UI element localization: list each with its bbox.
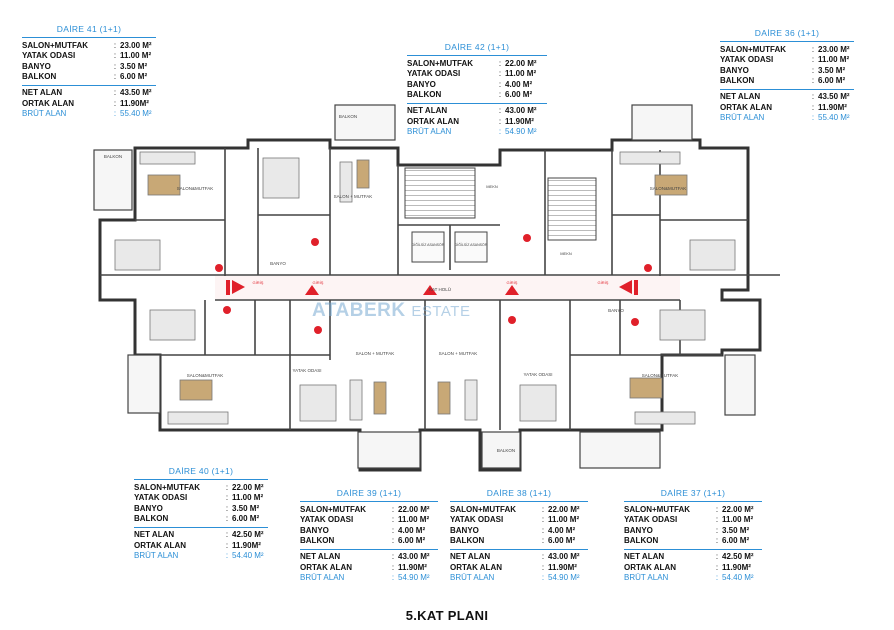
unit-area-row (134, 493, 268, 504)
area-separator: : (225, 529, 229, 539)
unit-area-row (624, 526, 762, 537)
unit-area-row (407, 80, 547, 91)
unit-table-39 (300, 488, 438, 584)
area-label: BALKON (407, 90, 442, 100)
area-separator: : (811, 76, 815, 86)
watermark-sub: ESTATE (411, 303, 471, 320)
area-separator: : (391, 573, 395, 583)
area-separator: : (811, 113, 815, 123)
area-value: 6.00 M² (722, 536, 750, 546)
page-title: 5.KAT PLANI (405, 608, 489, 623)
divider (300, 549, 438, 550)
area-separator: : (498, 90, 502, 100)
unit-title: DAİRE 38 (1+1) (450, 488, 588, 502)
area-separator: : (225, 540, 229, 550)
unit-area-row (22, 88, 156, 99)
area-label: ORTAK ALAN (134, 540, 186, 550)
area-separator: : (715, 536, 719, 546)
area-label: SALON+MUTFAK (720, 44, 786, 54)
area-separator: : (715, 515, 719, 525)
area-value: 23.00 M² (818, 44, 850, 54)
area-label: NET ALAN (624, 551, 665, 561)
unit-area-row (22, 62, 156, 73)
unit-table-41 (22, 24, 156, 120)
area-label: YATAK ODASI (22, 51, 76, 61)
area-label: YATAK ODASI (624, 515, 678, 525)
area-value: 3.50 M² (722, 525, 750, 535)
entry-label: GİRİŞ (312, 280, 324, 285)
area-label: BRÜT ALAN (22, 109, 67, 119)
area-value: 22.00 M² (398, 504, 430, 514)
area-separator: : (113, 61, 117, 71)
area-separator: : (391, 536, 395, 546)
area-label: BALKON (134, 514, 169, 524)
area-label: NET ALAN (407, 105, 448, 115)
area-value: 6.00 M² (120, 72, 148, 82)
unit-area-row (300, 505, 438, 516)
area-value: 11.00 M² (120, 51, 152, 61)
area-value: 11.90M² (722, 562, 751, 572)
area-value: 22.00 M² (505, 58, 537, 68)
room-label: YATAK ODASI (292, 368, 322, 373)
unit-area-row (22, 72, 156, 83)
room-label: SALON&MUTFAK (186, 373, 224, 378)
unit-area-row (450, 505, 588, 516)
unit-area-row (624, 505, 762, 516)
area-separator: : (541, 504, 545, 514)
unit-area-row (22, 41, 156, 52)
unit-area-row (624, 563, 762, 574)
unit-title: DAİRE 42 (1+1) (407, 42, 547, 56)
area-value: 11.00 M² (232, 493, 264, 503)
room-label: SALON&MUTFAK (176, 186, 214, 191)
unit-area-row (450, 536, 588, 547)
unit-area-row (624, 573, 762, 584)
area-separator: : (498, 69, 502, 79)
area-separator: : (225, 493, 229, 503)
area-label: YATAK ODASI (300, 515, 354, 525)
area-value: 11.90M² (548, 562, 577, 572)
unit-area-row (624, 515, 762, 526)
area-separator: : (498, 116, 502, 126)
unit-area-row (450, 573, 588, 584)
area-value: 4.00 M² (398, 525, 426, 535)
room-label: BALKON (338, 114, 358, 119)
area-value: 11.90M² (398, 562, 427, 572)
area-value: 43.00 M² (398, 551, 430, 561)
area-label: SALON+MUTFAK (450, 504, 516, 514)
area-label: BALKON (720, 76, 755, 86)
unit-area-row (407, 127, 547, 138)
divider (720, 89, 854, 90)
area-value: 11.90M² (818, 102, 847, 112)
area-separator: : (498, 58, 502, 68)
area-separator: : (811, 55, 815, 65)
room-label: MEKN (486, 184, 498, 189)
area-separator: : (541, 551, 545, 561)
area-value: 55.40 M² (120, 109, 152, 119)
area-separator: : (715, 573, 719, 583)
area-separator: : (225, 503, 229, 513)
room-label: MEKN (560, 251, 572, 256)
area-label: BALKON (450, 536, 485, 546)
area-label: BANYO (22, 61, 51, 71)
area-value: 43.00 M² (505, 105, 537, 115)
unit-area-row (450, 515, 588, 526)
area-label: ORTAK ALAN (407, 116, 459, 126)
unit-title: DAİRE 36 (1+1) (720, 28, 854, 42)
unit-table-36 (720, 28, 854, 124)
area-label: NET ALAN (22, 87, 63, 97)
unit-area-row (450, 526, 588, 537)
area-value: 6.00 M² (818, 76, 846, 86)
unit-area-row (300, 573, 438, 584)
area-label: BANYO (720, 65, 749, 75)
unit-area-row (720, 66, 854, 77)
area-label: NET ALAN (134, 529, 175, 539)
area-label: ORTAK ALAN (22, 98, 74, 108)
area-value: 22.00 M² (722, 504, 754, 514)
divider (624, 549, 762, 550)
area-value: 6.00 M² (398, 536, 426, 546)
area-value: 55.40 M² (818, 113, 850, 123)
area-label: BRÜT ALAN (720, 113, 765, 123)
area-value: 11.90M² (232, 540, 261, 550)
unit-area-row (134, 551, 268, 562)
room-label: YATAK ODASI (523, 372, 553, 377)
area-label: SALON+MUTFAK (134, 482, 200, 492)
entry-label: GİRİŞ (506, 280, 518, 285)
unit-area-row (300, 552, 438, 563)
area-label: BANYO (300, 525, 329, 535)
unit-area-row (720, 76, 854, 87)
watermark-logo (312, 300, 470, 322)
unit-area-row (450, 552, 588, 563)
unit-title: DAİRE 37 (1+1) (624, 488, 762, 502)
area-value: 11.90M² (505, 116, 534, 126)
area-separator: : (391, 551, 395, 561)
area-separator: : (541, 562, 545, 572)
area-value: 43.50 M² (120, 87, 152, 97)
unit-table-38 (450, 488, 588, 584)
unit-area-row (720, 55, 854, 66)
area-value: 54.90 M² (398, 573, 430, 583)
unit-area-row (22, 51, 156, 62)
area-value: 42.50 M² (722, 551, 754, 561)
elevator-label: DİĞİLSİZ ASANSÖR (454, 243, 488, 247)
unit-title: DAİRE 40 (1+1) (134, 466, 268, 480)
unit-title: DAİRE 41 (1+1) (22, 24, 156, 38)
area-label: YATAK ODASI (720, 55, 774, 65)
area-value: 54.40 M² (722, 573, 754, 583)
area-separator: : (113, 98, 117, 108)
area-value: 11.00 M² (818, 55, 850, 65)
area-label: BALKON (22, 72, 57, 82)
unit-area-row (407, 106, 547, 117)
unit-title: DAİRE 39 (1+1) (300, 488, 438, 502)
unit-area-row (407, 69, 547, 80)
area-label: SALON+MUTFAK (407, 58, 473, 68)
room-label: SALON + MUTFAK (438, 351, 478, 356)
unit-table-40 (134, 466, 268, 562)
area-separator: : (391, 562, 395, 572)
unit-area-row (300, 515, 438, 526)
area-label: ORTAK ALAN (624, 562, 676, 572)
area-separator: : (715, 551, 719, 561)
area-separator: : (113, 109, 117, 119)
area-separator: : (811, 91, 815, 101)
area-value: 11.00 M² (722, 515, 754, 525)
unit-area-row (134, 514, 268, 525)
room-label: SALON&MUTFAK (649, 186, 687, 191)
area-separator: : (391, 525, 395, 535)
unit-table-37 (624, 488, 762, 584)
entry-label: GİRİŞ (597, 280, 609, 285)
area-label: BANYO (624, 525, 653, 535)
unit-area-row (720, 103, 854, 114)
area-label: BALKON (300, 536, 335, 546)
area-value: 22.00 M² (232, 482, 264, 492)
area-value: 54.40 M² (232, 551, 264, 561)
unit-area-row (407, 90, 547, 101)
area-label: BALKON (624, 536, 659, 546)
unit-area-row (134, 504, 268, 515)
area-separator: : (391, 504, 395, 514)
divider (22, 85, 156, 86)
area-separator: : (225, 551, 229, 561)
area-label: NET ALAN (720, 91, 761, 101)
area-separator: : (391, 515, 395, 525)
area-separator: : (541, 525, 545, 535)
room-label: SALON + MUTFAK (355, 351, 395, 356)
area-value: 6.00 M² (505, 90, 533, 100)
area-value: 6.00 M² (232, 514, 260, 524)
area-value: 23.00 M² (120, 40, 152, 50)
area-separator: : (113, 51, 117, 61)
unit-table-42 (407, 42, 547, 138)
area-label: SALON+MUTFAK (300, 504, 366, 514)
area-separator: : (225, 482, 229, 492)
area-label: BANYO (407, 79, 436, 89)
area-value: 11.00 M² (398, 515, 430, 525)
divider (450, 549, 588, 550)
area-label: BRÜT ALAN (134, 551, 179, 561)
area-separator: : (498, 79, 502, 89)
room-label: SALON + MUTFAK (333, 194, 373, 199)
room-label: SALON&MUTFAK (641, 373, 679, 378)
room-label: BALKON (103, 154, 123, 159)
area-value: 11.00 M² (505, 69, 537, 79)
corridor-label: KAT HOLÜ (428, 287, 452, 292)
area-value: 22.00 M² (548, 504, 580, 514)
area-label: BRÜT ALAN (450, 573, 495, 583)
area-label: YATAK ODASI (407, 69, 461, 79)
area-label: BANYO (134, 503, 163, 513)
unit-area-row (407, 117, 547, 128)
elevator-label: DİĞİLSİZ ASANSÖR (411, 243, 445, 247)
area-separator: : (225, 514, 229, 524)
watermark-main: ATABERK (312, 300, 406, 321)
area-separator: : (541, 515, 545, 525)
area-label: ORTAK ALAN (720, 102, 772, 112)
area-separator: : (715, 562, 719, 572)
unit-area-row (720, 45, 854, 56)
unit-area-row (720, 92, 854, 103)
unit-area-row (22, 99, 156, 110)
area-value: 3.50 M² (232, 503, 260, 513)
area-label: ORTAK ALAN (300, 562, 352, 572)
area-value: 3.50 M² (818, 65, 846, 75)
area-label: YATAK ODASI (134, 493, 188, 503)
area-value: 6.00 M² (548, 536, 576, 546)
area-value: 11.90M² (120, 98, 149, 108)
area-separator: : (541, 536, 545, 546)
area-separator: : (498, 127, 502, 137)
unit-area-row (134, 530, 268, 541)
area-label: ORTAK ALAN (450, 562, 502, 572)
entry-label: GİRİŞ (252, 280, 264, 285)
area-separator: : (113, 87, 117, 97)
area-label: NET ALAN (300, 551, 341, 561)
area-value: 11.00 M² (548, 515, 580, 525)
area-separator: : (113, 40, 117, 50)
area-value: 42.50 M² (232, 529, 264, 539)
area-label: SALON+MUTFAK (22, 40, 88, 50)
area-separator: : (541, 573, 545, 583)
unit-area-row (407, 59, 547, 70)
area-value: 4.00 M² (505, 79, 533, 89)
room-label: BALKON (496, 448, 516, 453)
unit-area-row (300, 526, 438, 537)
divider (134, 527, 268, 528)
unit-area-row (450, 563, 588, 574)
stair-core (405, 168, 596, 262)
area-label: SALON+MUTFAK (624, 504, 690, 514)
area-value: 3.50 M² (120, 61, 148, 71)
area-value: 43.00 M² (548, 551, 580, 561)
unit-area-row (720, 113, 854, 124)
area-label: YATAK ODASI (450, 515, 504, 525)
area-separator: : (811, 65, 815, 75)
area-label: BANYO (450, 525, 479, 535)
area-separator: : (811, 102, 815, 112)
area-separator: : (811, 44, 815, 54)
area-separator: : (715, 504, 719, 514)
unit-area-row (22, 109, 156, 120)
area-label: BRÜT ALAN (407, 127, 452, 137)
divider (407, 103, 547, 104)
area-separator: : (113, 72, 117, 82)
area-separator: : (715, 525, 719, 535)
area-value: 54.90 M² (505, 127, 537, 137)
unit-area-row (300, 536, 438, 547)
area-value: 54.90 M² (548, 573, 580, 583)
unit-area-row (134, 541, 268, 552)
area-value: 4.00 M² (548, 525, 576, 535)
unit-area-row (300, 563, 438, 574)
area-label: NET ALAN (450, 551, 491, 561)
area-separator: : (498, 105, 502, 115)
area-value: 43.50 M² (818, 91, 850, 101)
area-label: BRÜT ALAN (300, 573, 345, 583)
room-label: BANYO (608, 308, 624, 313)
unit-area-row (624, 536, 762, 547)
unit-area-row (134, 483, 268, 494)
room-label: BANYO (270, 261, 286, 266)
unit-area-row (624, 552, 762, 563)
area-label: BRÜT ALAN (624, 573, 669, 583)
